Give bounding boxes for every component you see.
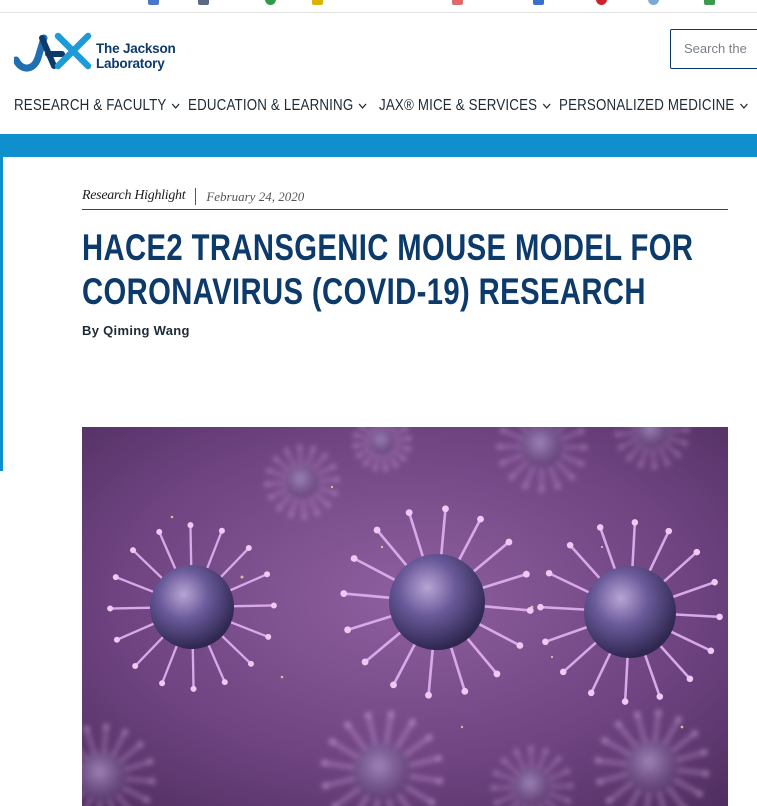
logo-line-1: The Jackson (96, 41, 176, 56)
header-accent-band (0, 134, 757, 157)
search-placeholder: Search the (684, 41, 747, 56)
article-date: February 24, 2020 (206, 189, 305, 204)
nav-label: JAX® MICE & SERVICES (379, 97, 538, 114)
jax-logo[interactable] (14, 30, 94, 72)
hero-image (82, 427, 728, 806)
logo-wordmark[interactable] (96, 41, 176, 71)
article-byline: By Qiming Wang (82, 323, 190, 338)
bookmark-icon[interactable] (704, 0, 715, 5)
nav-research-faculty[interactable] (14, 97, 180, 115)
bookmark-icon[interactable] (265, 0, 276, 5)
chevron-down-icon (542, 101, 551, 111)
chevron-down-icon (359, 101, 368, 111)
coronavirus-illustration (82, 427, 728, 806)
nav-personalized-medicine[interactable] (559, 97, 748, 115)
chevron-down-icon (740, 101, 749, 111)
meta-divider (195, 188, 196, 205)
bookmark-icon[interactable] (312, 0, 323, 5)
bookmarks-bar (0, 0, 757, 13)
bookmark-icon[interactable] (648, 0, 659, 5)
page-title (82, 226, 730, 314)
title-line-1: HACE2 TRANSGENIC MOUSE MODEL FOR (82, 227, 694, 268)
bookmark-icon[interactable] (452, 0, 463, 5)
nav-label: RESEARCH & FACULTY (14, 97, 167, 114)
article-meta (82, 188, 728, 210)
left-accent-rule (0, 157, 3, 471)
bookmark-icon[interactable] (596, 0, 607, 5)
nav-label: PERSONALIZED MEDICINE (559, 97, 735, 114)
virus-particle (107, 522, 277, 692)
nav-label: EDUCATION & LEARNING (188, 97, 354, 114)
logo-line-2: Laboratory (96, 56, 165, 71)
nav-jax-mice-services[interactable] (379, 97, 551, 115)
bookmark-icon[interactable] (198, 0, 209, 5)
bookmark-icon[interactable] (533, 0, 544, 5)
bookmark-icon[interactable] (148, 0, 159, 5)
article-category[interactable]: Research Highlight (82, 188, 186, 203)
search-input[interactable] (670, 29, 757, 69)
title-line-2: CORONAVIRUS (COVID-19) RESEARCH (82, 271, 646, 312)
chevron-down-icon (172, 101, 181, 111)
nav-education-learning[interactable] (188, 97, 367, 115)
